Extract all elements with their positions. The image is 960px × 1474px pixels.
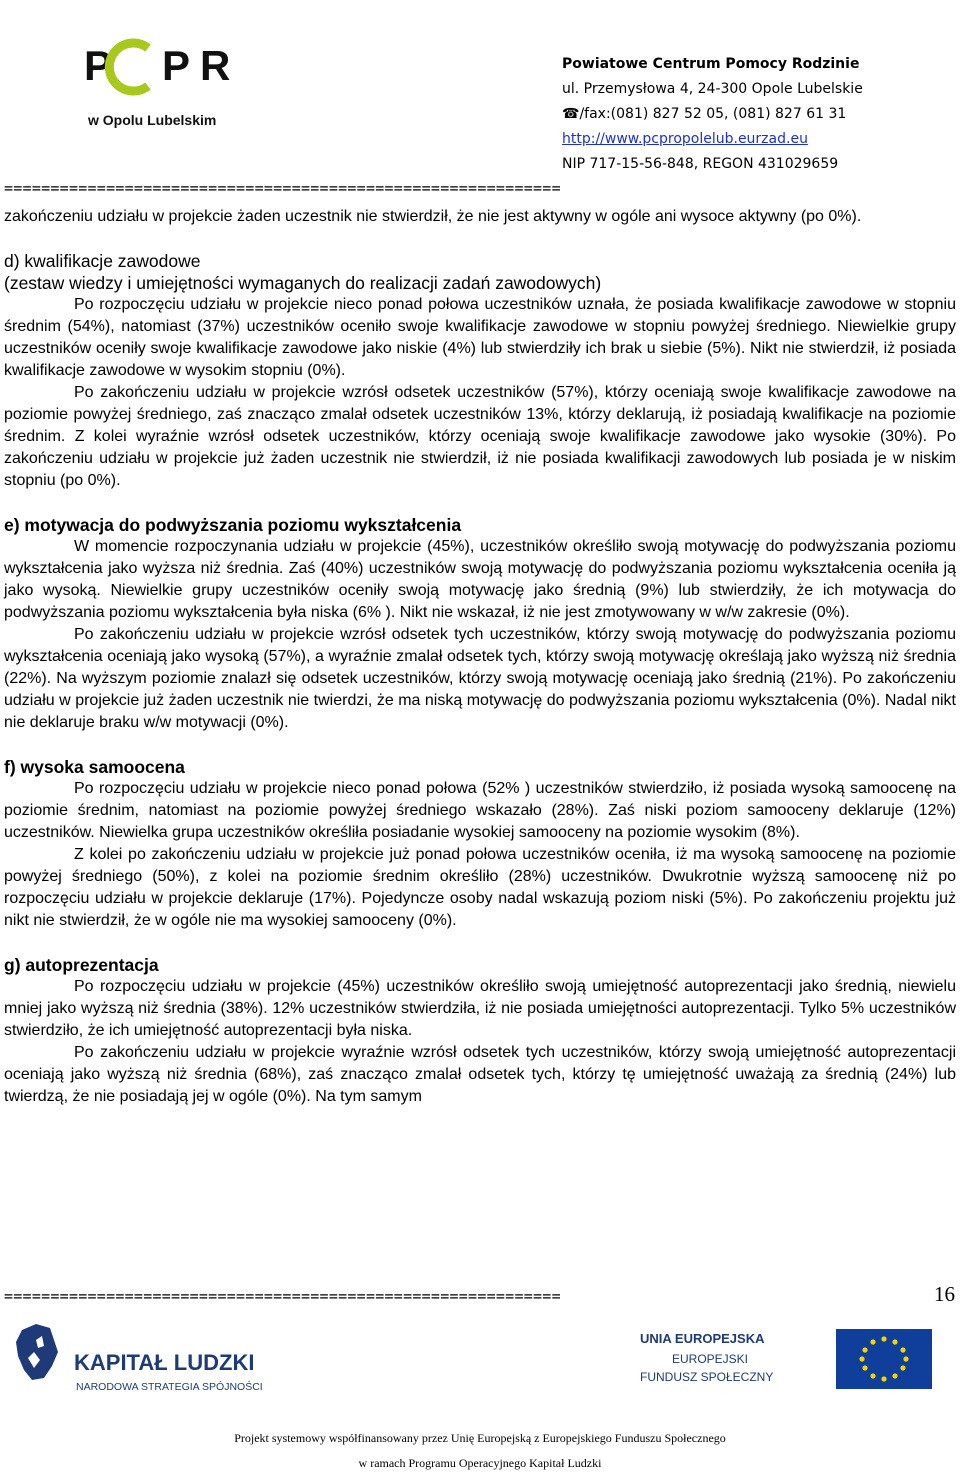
eu-logo [602,1325,952,1393]
org-name: Powiatowe Centrum Pomocy Rodzinie [562,56,860,72]
section-f-paragraph-1: Po rozpoczęciu udziału w projekcie nieco ponad połowa (52% ) uczestników stwierdziło, iż posiada wysoką samoocenę na poziomie średnim, natomiast na poziomie powyżej średniego wskazało (28%). Zaś niski poziom samooceny deklaruje (12%) uczestników. Niewielka grupa uczestników określiła posiadanie wysokiej samooceny na poziomie wysokim (8%). [4,780,956,841]
separator-bottom: ============================================================ [4,1288,561,1304]
eu-line-1: UNIA EUROPEJSKA [640,1331,765,1346]
eu-line-2: EUROPEJSKI [672,1352,749,1366]
svg-text:P: P [84,42,113,89]
section-f-paragraph-2: Z kolei po zakończeniu udziału w projekcie już ponad połowa uczestników oceniła, iż ma wysoką samoocenę na poziomie powyżej średniego (50%), z kolei na poziomie średnim określiło (28%) uczestników. Dwukrotnie wyższą samoocenę niż po rozpoczęciu udziału w projekcie deklaruje (17%). Pojedyncze osoby nadal wskazują poziom niski (5%). Po zakończeniu projektu już nikt nie stwierdził, że w ogóle nie ma wysokiej samooceny (0%). [4,846,956,929]
svg-text:P: P [162,42,191,89]
section-d-paragraph-1: Po rozpoczęciu udziału w projekcie nieco ponad połowa uczestników uznała, że posiada kwalifikacje zawodowe w stopniu średnim (54%), natomiast (37%) uczestników oceniło swoje kwalifikacje zawodowe w stopniu powyżej średniego. Niewielkie grupy uczestników oceniły swoje kwalifikacje zawodowe jako niskie (4%) lub stwierdziły ich brak u siebie (5%). Nikt nie stwierdził, iż posiada kwalifikacje zawodowe w wysokim stopniu (0%). [4,296,956,379]
svg-text:R: R [200,42,231,89]
kl-title: KAPITAŁ LUDZKI [74,1350,255,1375]
organization-info [562,52,952,177]
footer-program-text: w ramach Programu Operacyjnego Kapitał Ludzki [358,1456,602,1470]
org-phone-row [562,102,952,127]
section-g-paragraph-1: Po rozpoczęciu udziału w projekcie (45%) uczestników określiło swoją umiejętność autoprezentacji jako średnią, niewielu mniej jako wyższą niż średnia (38%). 12% uczestników stwierdziła, iż nie posiada umiejętności autoprezentacji. Tylko 5% uczestników stwierdziło, że ich umiejętność autoprezentacji była niska. [4,978,956,1039]
phone-icon: ☎ [562,106,580,122]
section-f-title: f) wysoka samoocena [4,757,185,777]
eu-line-3: FUNDUSZ SPOŁECZNY [640,1370,774,1384]
kapital-ludzki-logo [14,1322,274,1402]
intro-paragraph: zakończeniu udziału w projekcie żaden uczestnik nie stwierdził, że nie jest aktywny w ogóle ani wysoce aktywny (po 0%). [4,208,862,225]
logo-subtitle: w Opolu Lubelskim [88,112,217,128]
org-website-link[interactable]: http://www.pcpropolelub.eurzad.eu [562,131,808,147]
section-d-title: d) kwalifikacje zawodowe [4,251,201,271]
org-address: ul. Przemysłowa 4, 24-300 Opole Lubelskie [562,81,863,97]
page-number: 16 [934,1282,955,1306]
separator-top: ============================================================ [4,180,561,196]
section-g-paragraph-2: Po zakończeniu udziału w projekcie wyraźnie wzrósł odsetek tych uczestników, którzy swoją umiejętność autoprezentacji oceniają jako wyższą niż średnia (68%), zaś znacząco zmalał odsetek tych, którzy tę umiejętność uważają za średnią (24%) lub twierdzą, że nie posiadają jej w ogóle (0%). Na tym samym [4,1044,956,1105]
section-e-paragraph-2: Po zakończeniu udziału w projekcie wzrósł odsetek tych uczestników, którzy swoją motywację do podwyższania poziomu wykształcenia oceniają jako wysoką (57%), a wyraźnie zmalał odsetek tych, którzy swoją motywację określają jako wyższą niż średnia (22%). Na wyższym poziomie znalazł się odsetek uczestników, którzy swoją motywację oceniają jako średnią (21%). Po zakończeniu udziału w projekcie już żaden uczestnik nie twierdzi, że ma niską motywację do podwyższania poziomu wykształcenia (0%). Nadal nikt nie deklaruje braku w/w motywacji (0%). [4,626,956,731]
org-ids: NIP 717-15-56-848, REGON 431029659 [562,156,839,172]
pcpr-logo [70,30,260,135]
org-phone: /fax:(081) 827 52 05, (081) 827 61 31 [579,106,847,122]
document-body [4,206,956,1108]
section-e-title: e) motywacja do podwyższania poziomu wykształcenia [4,515,462,535]
kl-subtitle: NARODOWA STRATEGIA SPÓJNOŚCI [76,1381,263,1393]
section-d-subtitle: (zestaw wiedzy i umiejętności wymaganych do realizacji zadań zawodowych) [4,273,602,293]
footer-cofinancing-text: Projekt systemowy współfinansowany przez Unię Europejską z Europejskiego Funduszu Społecznego [234,1431,726,1445]
section-e-paragraph-1: W momencie rozpoczynania udziału w projekcie (45%), uczestników określiło swoją motywację do podwyższania poziomu wykształcenia jako wyższa niż średnia. Zaś (40%) uczestników swoją motywację do podwyższania poziomu wykształcenia oceniła ją jako wysoką. Niewielkie grupy uczestników oceniły swoją motywację jako średnią (9%) lub stwierdziły, że ich motywacja do podwyższania poziomu wykształcenia była niska (6% ). Nikt nie wskazał, iż nie jest zmotywowany w w/w zakresie (0%). [4,538,956,621]
section-g-title: g) autoprezentacja [4,955,159,975]
section-d-paragraph-2: Po zakończeniu udziału w projekcie wzrósł odsetek uczestników (57%), którzy oceniają swoje kwalifikacje zawodowe na poziomie powyżej średniego, zaś znacząco zmalał odsetek uczestników 13%, którzy deklarują, iż posiadają kwalifikacje na poziomie średnim. Z kolei wyraźnie wzrósł odsetek uczestników, którzy oceniają swoje kwalifikacje zawodowe jako wysokie (30%). Po zakończeniu udziału w projekcie już żaden uczestnik nie stwierdził, iż nie posiada kwalifikacji zawodowych lub posiada je w niskim stopniu (po 0%). [4,384,956,489]
